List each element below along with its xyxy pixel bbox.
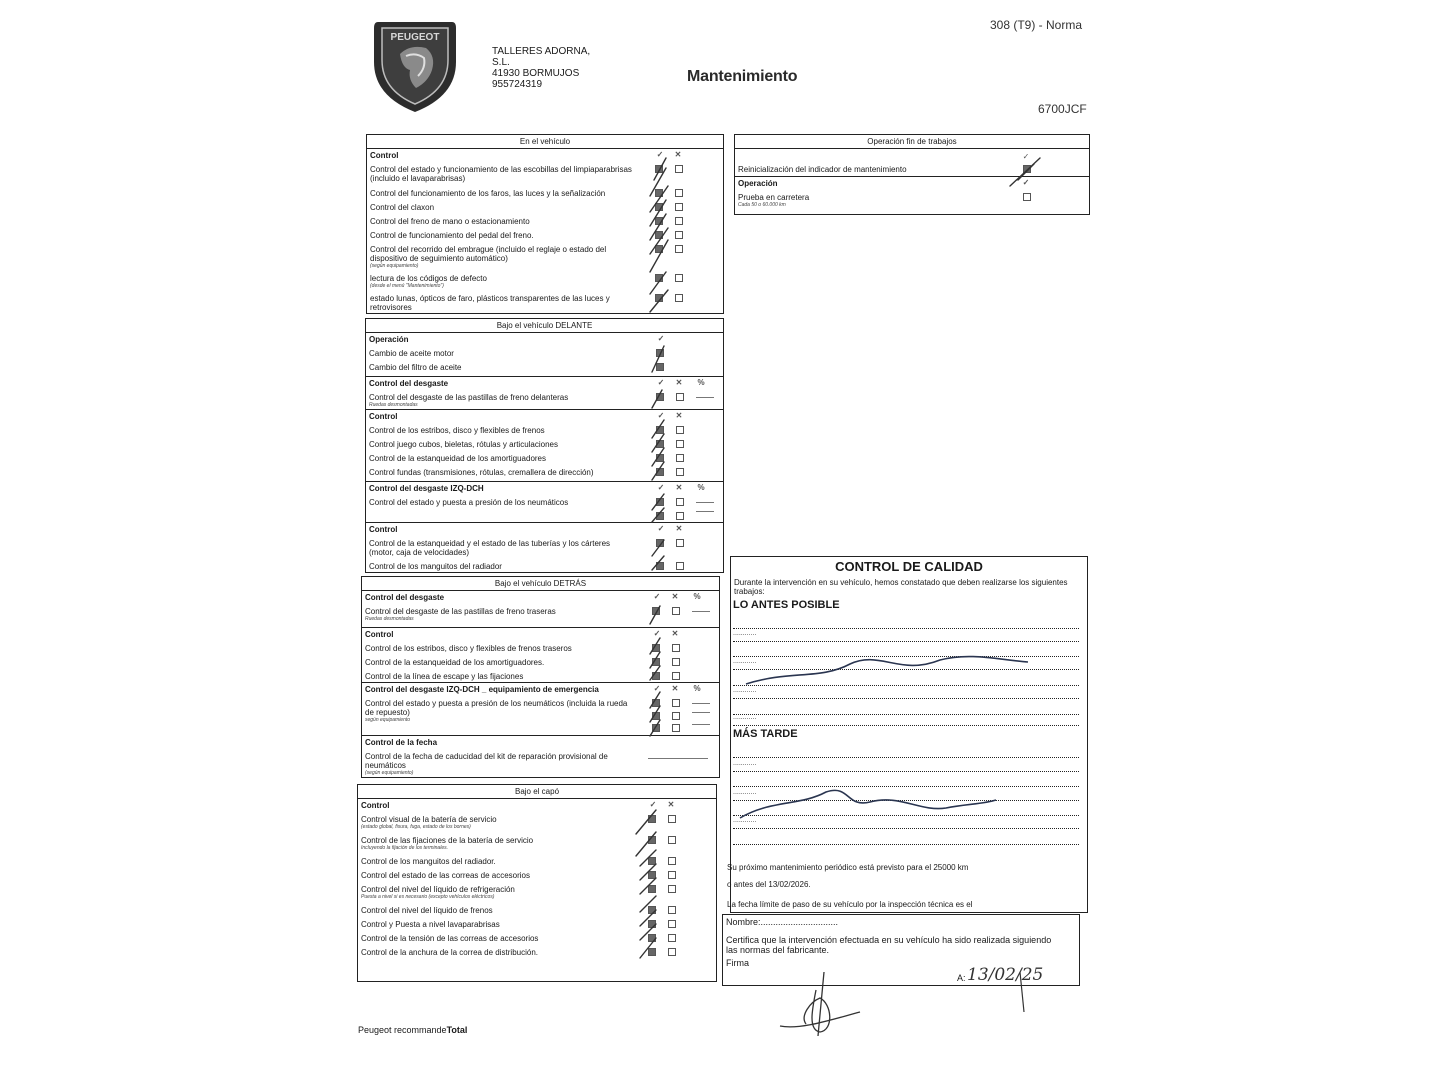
heading-label: Control del desgaste IZQ-DCH	[369, 484, 484, 493]
dots-text: ............	[733, 789, 757, 796]
row-label: Cambio del filtro de aceite	[369, 363, 462, 372]
row-label: Reinicialización del indicador de mantenimiento	[738, 165, 907, 174]
row-label: Control de la estanqueidad de los amortiguadores.	[365, 658, 545, 667]
row-note: Puesta a nivel si es necesario (excepto vehículos eléctricos)	[361, 894, 495, 900]
check-icon: ✓	[656, 150, 664, 159]
row-label: Control del desgaste de las pastillas de freno delanteras	[369, 393, 569, 402]
tick-stroke	[1010, 158, 1040, 186]
vehicle-model: 308 (T9) - Norma	[990, 18, 1083, 32]
panel-title: Bajo el vehículo DETRÁS	[362, 577, 719, 591]
row-label: estado lunas, ópticos de faro, plásticos transparentes de las luces y retrovisores	[370, 294, 610, 312]
row-label: Control de la línea de escape y las fijaciones	[365, 672, 524, 681]
heading-label: Control del desgaste	[369, 379, 449, 388]
panel-title: Bajo el capó	[358, 785, 716, 799]
logo-text: PEUGEOT	[390, 32, 440, 43]
row-label: Control del estado de las correas de accesorios	[361, 871, 530, 880]
row-label: Control de los estribos, disco y flexibles de frenos	[369, 426, 545, 435]
signature	[780, 972, 860, 1036]
heading-mas-tarde: MÁS TARDE	[733, 728, 798, 740]
cross-icon: ✕	[667, 800, 675, 809]
dots-text: ............	[733, 714, 757, 721]
check-icon: ✓	[653, 592, 661, 601]
heading-label: Control de la fecha	[365, 738, 438, 747]
garage-name: TALLERES ADORNA,	[492, 46, 591, 57]
heading-label: Control	[365, 630, 394, 639]
row-label: Control de la tensión de las correas de accesorios	[361, 934, 539, 943]
check-icon: ✓	[653, 629, 661, 638]
row-note: (desde el menú "Mantenimiento")	[370, 283, 444, 289]
check-icon: ✓	[657, 411, 665, 420]
row-note: (según equipamiento)	[370, 263, 419, 269]
percent-icon: %	[693, 592, 701, 601]
row-label: Control del nivel del líquido de frenos	[361, 906, 493, 915]
row-note: Incluyendo la fijación de los terminales.	[361, 845, 448, 851]
cross-icon: ✕	[671, 629, 679, 638]
panel-title: Bajo el vehículo DELANTE	[366, 319, 723, 333]
cross-icon: ✕	[674, 150, 682, 159]
row-label: Control fundas (transmisiones, rótulas, cremallera de dirección)	[369, 468, 594, 477]
cross-icon: ✕	[671, 592, 679, 601]
check-icon: ✓	[1022, 152, 1030, 161]
row-label: Control de la fecha de caducidad del kit de reparación provisional de neumáticos	[365, 752, 608, 770]
cross-icon: ✕	[675, 483, 683, 492]
check-icon: ✓	[657, 334, 665, 343]
row-note: según equipamiento	[365, 717, 411, 723]
row-label: Control del estado y puesta a presión de los neumáticos	[369, 498, 569, 507]
cross-icon: ✕	[675, 378, 683, 387]
row-label: Control del estado y puesta a presión de los neumáticos (incluida la rueda de repuesto)	[365, 699, 628, 717]
row-label: Control de la estanqueidad y el estado de las tuberías y los cárteres (motor, caja de velocidades)	[369, 539, 611, 557]
footer-text: Peugeot recommande	[358, 1025, 447, 1035]
check-icon: ✓	[657, 483, 665, 492]
name-field[interactable]: Nombre:...............................	[726, 917, 839, 927]
garage-suffix: S.L.	[492, 57, 510, 68]
percent-icon: %	[697, 378, 705, 387]
row-label: Prueba en carretera	[738, 193, 810, 202]
heading-label: Control	[361, 801, 390, 810]
dots-text: ............	[733, 687, 757, 694]
row-label: Control visual de la batería de servicio	[361, 815, 497, 824]
row-note: (estado global, fisura, fuga, estado de los bornes)	[361, 824, 471, 830]
row-label: Control de la estanqueidad de los amortiguadores	[369, 454, 547, 463]
next-maintenance-date: o antes del 13/02/2026.	[727, 880, 811, 889]
check-icon: ✓	[1022, 178, 1030, 187]
dots-text: ............	[733, 658, 757, 665]
cross-icon: ✕	[675, 411, 683, 420]
row-label: Control del freno de mano o estacionamiento	[370, 217, 530, 226]
garage-city: 41930 BORMUJOS	[492, 68, 580, 79]
check-icon: ✓	[649, 800, 657, 809]
heading-label: Control	[369, 412, 398, 421]
footer-brand: Total	[446, 1025, 468, 1035]
quality-scribble-1	[746, 657, 1028, 684]
tick-stroke	[650, 158, 668, 312]
date-underline-marks	[1020, 972, 1024, 1012]
check-icon: ✓	[657, 378, 665, 387]
tick-stroke	[650, 606, 660, 736]
percent-icon: %	[697, 483, 705, 492]
row-note: Ruedas desmontadas	[369, 402, 418, 408]
percent-icon: %	[693, 684, 701, 693]
cross-icon: ✕	[671, 684, 679, 693]
quality-control-intro: Durante la intervención en su vehículo, hemos constatado que deben realizarse los siguientes trabajos:	[734, 578, 1068, 596]
row-label: Control de funcionamiento del pedal del freno.	[370, 231, 534, 240]
row-label: Control juego cubos, bieletas, rótulas y articulaciones	[369, 440, 558, 449]
next-maintenance-km: Su próximo mantenimiento periódico está previsto para el 25000 km	[727, 863, 969, 872]
check-icon: ✓	[653, 684, 661, 693]
row-label: Control del claxon	[370, 203, 435, 212]
quality-scribble-2	[740, 790, 996, 818]
vehicle-plate: 6700JCF	[1038, 102, 1087, 116]
row-label: Control del funcionamiento de los faros, las luces y la señalización	[370, 189, 606, 198]
tick-stroke	[652, 346, 664, 570]
heading-label: Control del desgaste	[365, 593, 445, 602]
heading-label: Control del desgaste IZQ-DCH _ equipamiento de emergencia	[365, 685, 599, 694]
row-label: Control de la anchura de la correa de distribución.	[361, 948, 538, 957]
handwritten-date: 13/02/25	[967, 965, 1044, 985]
row-note: Ruedas desmontadas	[365, 616, 414, 622]
row-label: Control de las fijaciones de la batería de servicio	[361, 836, 534, 845]
certification-text: Certifica que la intervención efectuada en su vehículo ha sido realizada siguiendo las normas del fabricante.	[726, 935, 1052, 955]
row-label: lectura de los códigos de defecto	[370, 274, 487, 283]
dots-text: ............	[733, 630, 757, 637]
row-label: Control de los estribos, disco y flexibles de frenos traseros	[365, 644, 572, 653]
signature-label: Firma	[726, 958, 749, 968]
row-label: Control de los manguitos del radiador.	[361, 857, 496, 866]
tick-stroke	[636, 810, 656, 958]
heading-lo-antes-posible: LO ANTES POSIBLE	[733, 599, 840, 611]
quality-control-title: CONTROL DE CALIDAD	[835, 559, 983, 574]
page-title: Mantenimiento	[687, 68, 798, 85]
row-label: Control del nivel del líquido de refrigeración	[361, 885, 515, 894]
dots-text: ............	[733, 760, 757, 767]
itv-deadline: La fecha límite de paso de su vehículo por la inspección técnica es el	[727, 900, 973, 909]
row-note: (según equipamiento)	[365, 770, 414, 776]
row-label: Control del recorrido del embrague (incluido el reglaje o estado del dispositivo de seguimiento automático)	[370, 245, 607, 263]
row-label: Cambio de aceite motor	[369, 349, 454, 358]
row-label: Control del estado y funcionamiento de las escobillas del limpiaparabrisas (incluido el lavaparabrisas)	[370, 165, 632, 183]
panel-title: Operación fin de trabajos	[735, 135, 1089, 149]
row-label: Control de los manguitos del radiador	[369, 562, 502, 571]
heading-label: Control	[369, 525, 398, 534]
row-label: Control y Puesta a nivel lavaparabrisas	[361, 920, 500, 929]
heading-label: Operación	[738, 179, 778, 188]
row-label: Control del desgaste de las pastillas de freno traseras	[365, 607, 556, 616]
dots-text: ............	[733, 817, 757, 824]
garage-phone: 955724319	[492, 79, 543, 90]
cross-icon: ✕	[675, 524, 683, 533]
date-prefix: A:	[957, 973, 966, 983]
row-note: Cada 50 o 60.000 km	[738, 202, 786, 208]
panel-title: En el vehículo	[367, 135, 723, 149]
heading-label: Control	[370, 151, 399, 160]
check-icon: ✓	[657, 524, 665, 533]
heading-label: Operación	[369, 335, 409, 344]
